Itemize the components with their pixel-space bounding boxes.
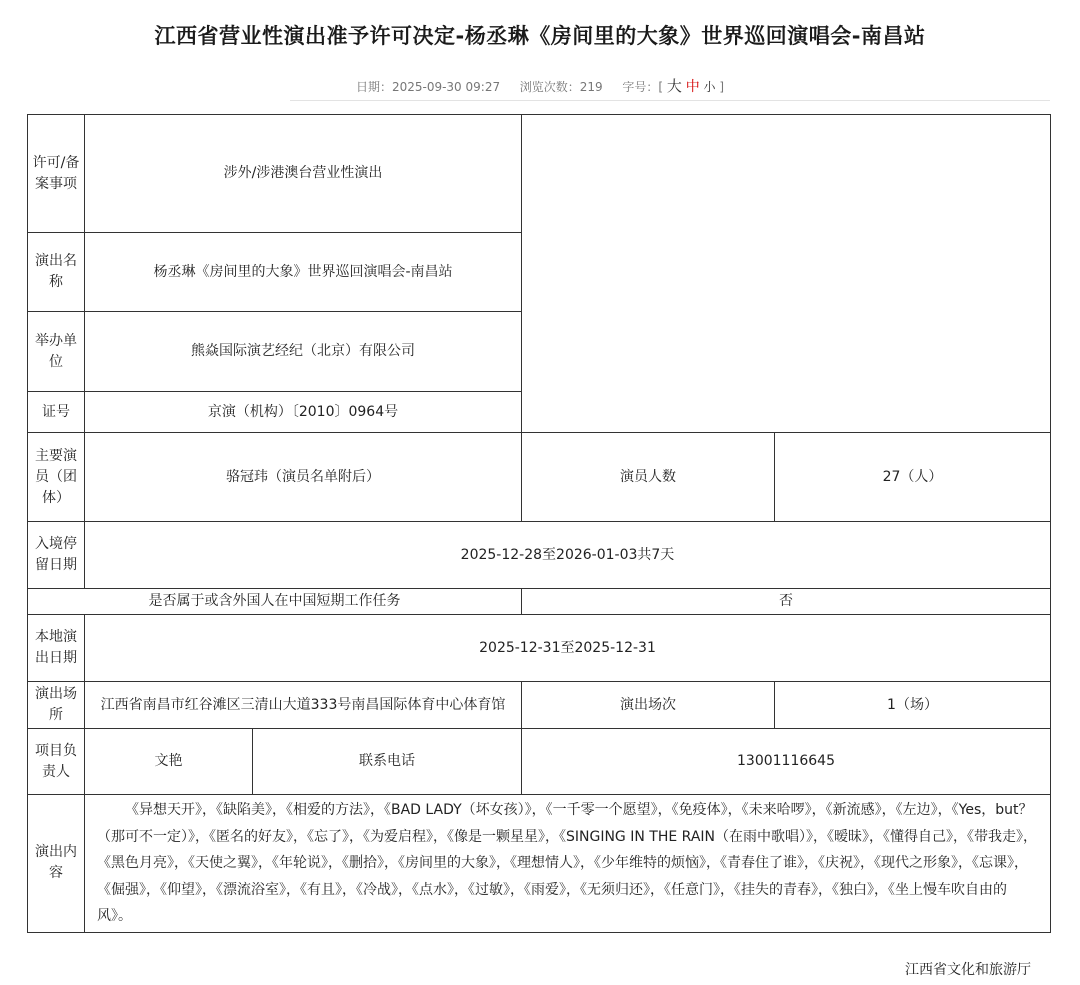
sessions-value: 1（场） <box>775 682 1051 729</box>
views-value: 219 <box>579 80 603 94</box>
show-name-label: 演出名称 <box>28 233 85 312</box>
table-row <box>28 522 1051 589</box>
local-dates-label: 本地演出日期 <box>28 615 85 682</box>
table-row <box>28 615 1051 682</box>
stay-dates-value: 2025-12-28至2026-01-03共7天 <box>85 522 1051 589</box>
font-size-small-button[interactable]: 小 <box>703 80 716 94</box>
date-label: 日期： <box>355 80 392 94</box>
license-label: 证号 <box>28 392 85 433</box>
short-term-work-value: 否 <box>522 589 1051 615</box>
performer-count-label: 演员人数 <box>522 433 775 522</box>
page-title: 江西省营业性演出准予许可决定-杨丞琳《房间里的大象》世界巡回演唱会-南昌站 <box>154 24 926 48</box>
permit-item-label: 许可/备案事项 <box>28 115 85 233</box>
organizer-label: 举办单位 <box>28 312 85 392</box>
font-size-medium-button[interactable]: 中 <box>685 79 700 95</box>
phone-label: 联系电话 <box>253 729 522 795</box>
stay-dates-label: 入境停留日期 <box>28 522 85 589</box>
performers-label: 主要演员（团体） <box>28 433 85 522</box>
phone-value: 13001116645 <box>522 729 1051 795</box>
bracket-close: ] <box>719 80 725 94</box>
views-label: 浏览次数： <box>519 80 580 94</box>
content-value: 《异想天开》，《缺陷美》，《相爱的方法》，《BAD LADY（坏女孩）》，《一千零一个愿望》，《免疫体》，《未来哈啰》，《新流感》，《左边》，《Yes，but？（那可不一定）》，《匿名的好友》，《忘了》，《为爱启程》，《像是一颗星星》，《SINGING IN THE RAIN（在雨中歌唱）》，《暧昧》，《懂得自己》，《带我走》，《黑色月亮》，《天使之翼》，《年轮说》，《删拾》，《房间里的大象》，《理想情人》，《少年维特的烦恼》，《青春住了谁》，《庆祝》，《现代之形象》，《忘课》，《倔强》，《仰望》，《漂流浴室》，《有且》，《冷战》，《点水》，《过敏》，《雨爱》，《无须归还》，《任意门》，《挂失的青春》，《独白》，《坐上慢车吹自由的风》。 <box>85 795 1051 933</box>
organizer-value: 熊焱国际演艺经纪（北京）有限公司 <box>85 312 522 392</box>
permit-item-value: 涉外/涉港澳台营业性演出 <box>85 115 522 233</box>
manager-label: 项目负责人 <box>28 729 85 795</box>
show-name-value: 杨丞琳《房间里的大象》世界巡回演唱会-南昌站 <box>85 233 522 312</box>
performers-value: 骆冠玮（演员名单附后） <box>85 433 522 522</box>
manager-name: 文艳 <box>85 729 253 795</box>
short-term-work-label: 是否属于或含外国人在中国短期工作任务 <box>28 589 522 615</box>
local-dates-value: 2025-12-31至2025-12-31 <box>85 615 1051 682</box>
table-row <box>28 433 1051 522</box>
date-value: 2025-09-30 09:27 <box>391 80 501 94</box>
table-row <box>28 795 1051 933</box>
permit-table <box>27 114 1051 933</box>
venue-value: 江西省南昌市红谷滩区三清山大道333号南昌国际体育中心体育馆 <box>85 682 522 729</box>
performer-count-value: 27（人） <box>775 433 1051 522</box>
issuer-signature: 江西省文化和旅游厅 <box>905 962 1031 978</box>
header-divider <box>290 100 1050 101</box>
table-row <box>28 115 1051 233</box>
license-value: 京演（机构）〔2010〕0964号 <box>85 392 522 433</box>
font-size-label: 字号： <box>622 80 659 94</box>
venue-label: 演出场所 <box>28 682 85 729</box>
table-row <box>28 682 1051 729</box>
sessions-label: 演出场次 <box>522 682 775 729</box>
font-size-large-button[interactable]: 大 <box>666 77 682 95</box>
article-meta <box>0 75 1080 96</box>
content-label: 演出内容 <box>28 795 85 933</box>
table-row <box>28 729 1051 795</box>
blank-cell <box>522 115 1051 433</box>
bracket-open: [ <box>658 80 664 94</box>
table-row <box>28 589 1051 615</box>
